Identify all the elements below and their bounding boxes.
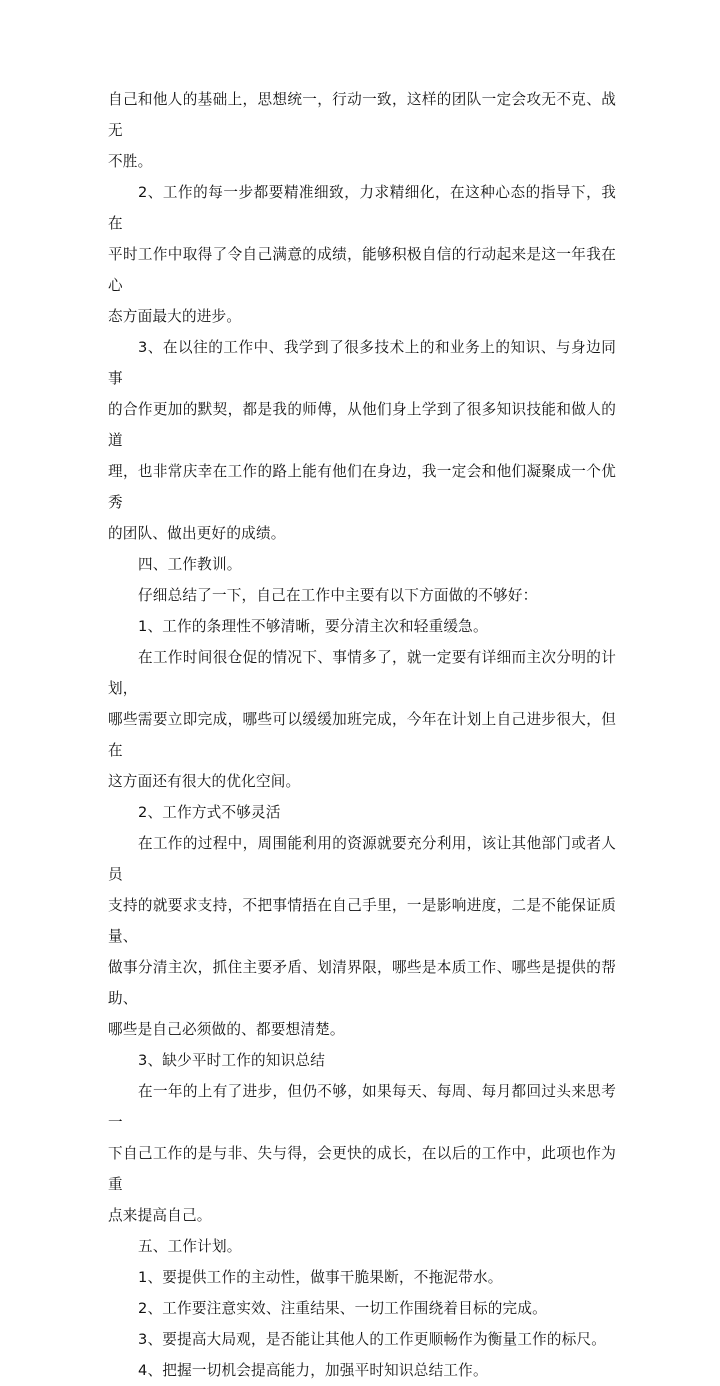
paragraph-lesson-2-detail <box>108 828 616 1045</box>
text-line: 不胜。 <box>108 153 153 170</box>
text-line: 平时工作中取得了令自己满意的成绩，能够积极自信的行动起来是这一年我在心 <box>108 246 616 294</box>
text-line: 2、工作的每一步都要精准细致，力求精细化，在这种心态的指导下，我在 <box>108 184 616 232</box>
text-line: 的团队、做出更好的成绩。 <box>108 525 286 542</box>
document-body <box>108 84 616 1386</box>
paragraph-item-2-precision <box>108 177 616 332</box>
text-line: 四、工作教训。 <box>138 556 242 573</box>
text-line: 哪些是自己必须做的、都要想清楚。 <box>108 1021 345 1038</box>
plan-item-3 <box>108 1324 616 1355</box>
plan-item-2 <box>108 1293 616 1324</box>
text-line: 1、要提供工作的主动性，做事干脆果断，不拖泥带水。 <box>138 1269 503 1286</box>
section-heading-plan <box>108 1231 616 1262</box>
text-line: 态方面最大的进步。 <box>108 308 242 325</box>
text-line: 五、工作计划。 <box>138 1238 242 1255</box>
text-line: 做事分清主次，抓住主要矛盾、划清界限，哪些是本质工作、哪些是提供的帮助、 <box>108 959 616 1007</box>
plan-item-1 <box>108 1262 616 1293</box>
text-line: 的合作更加的默契，都是我的师傅，从他们身上学到了很多知识技能和做人的道 <box>108 401 616 449</box>
text-line: 下自己工作的是与非、失与得，会更快的成长，在以后的工作中，此项也作为重 <box>108 1145 616 1193</box>
text-line: 理，也非常庆幸在工作的路上能有他们在身边，我一定会和他们凝聚成一个优秀 <box>108 463 616 511</box>
text-line: 自己和他人的基础上，思想统一，行动一致，这样的团队一定会攻无不克、战无 <box>108 91 616 139</box>
text-line: 2、工作要注意实效、注重结果、一切工作围绕着目标的完成。 <box>138 1300 547 1317</box>
text-line: 哪些需要立即完成，哪些可以缓缓加班完成，今年在计划上自己进步很大，但在 <box>108 711 616 759</box>
paragraph-lesson-1-detail <box>108 642 616 797</box>
text-line: 在工作时间很仓促的情况下、事情多了，就一定要有详细而主次分明的计划， <box>108 649 616 697</box>
text-line: 这方面还有很大的优化空间。 <box>108 773 301 790</box>
text-line: 1、工作的条理性不够清晰，要分清主次和轻重缓急。 <box>138 618 488 635</box>
text-line: 2、工作方式不够灵活 <box>138 804 281 821</box>
text-line: 3、要提高大局观，是否能让其他人的工作更顺畅作为衡量工作的标尺。 <box>138 1331 607 1348</box>
text-line: 仔细总结了一下，自己在工作中主要有以下方面做的不够好： <box>138 587 538 604</box>
text-line: 3、在以往的工作中、我学到了很多技术上的和业务上的知识、与身边同事 <box>108 339 616 387</box>
text-line: 3、缺少平时工作的知识总结 <box>138 1052 326 1069</box>
paragraph-lesson-3-detail <box>108 1076 616 1231</box>
paragraph-team-conclusion <box>108 84 616 177</box>
paragraph-item-3-learning <box>108 332 616 549</box>
text-line: 在工作的过程中，周围能利用的资源就要充分利用，该让其他部门或者人员 <box>108 835 616 883</box>
section-heading-lessons <box>108 549 616 580</box>
text-line: 4、把握一切机会提高能力，加强平时知识总结工作。 <box>138 1362 488 1379</box>
lesson-item-3 <box>108 1045 616 1076</box>
text-line: 在一年的上有了进步，但仍不够，如果每天、每周、每月都回过头来思考一 <box>108 1083 616 1131</box>
lesson-item-1 <box>108 611 616 642</box>
text-line: 支持的就要求支持，不把事情捂在自己手里，一是影响进度，二是不能保证质量、 <box>108 897 616 945</box>
plan-item-4 <box>108 1355 616 1386</box>
text-line: 点来提高自己。 <box>108 1207 212 1224</box>
paragraph-lessons-intro <box>108 580 616 611</box>
lesson-item-2 <box>108 797 616 828</box>
